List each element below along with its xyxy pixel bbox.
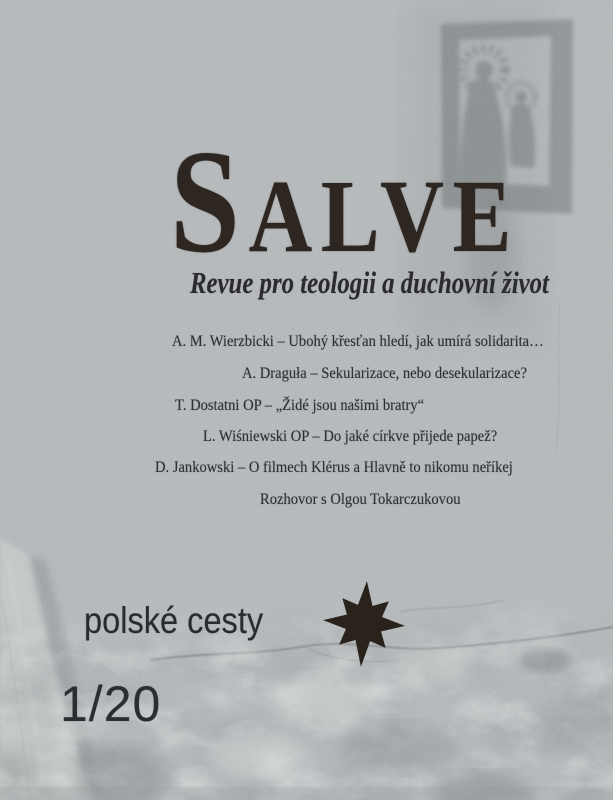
article-line: D. Jankowski – O filmech Klérus a Hlavně to nikomu neříkej <box>155 459 513 476</box>
theme-title: polské cesty <box>84 600 264 641</box>
article-line: A. Draguła – Sekularizace, nebo desekularizace? <box>242 365 527 382</box>
article-line: L. Wiśniewski OP – Do jaké církve přijede papež? <box>203 428 498 445</box>
masthead-title <box>170 120 520 284</box>
article-line: T. Dostatni OP – „Židé jsou našimi bratry“ <box>175 397 425 414</box>
article-line: A. M. Wierzbicki – Ubohý křesťan hledí, jak umírá solidarita… <box>172 333 544 350</box>
article-line: Rozhovor s Olgou Tokarczukovou <box>260 491 461 508</box>
masthead-initial: S <box>170 120 249 284</box>
masthead-rest: ALVE <box>248 159 520 274</box>
star-icon <box>316 574 416 674</box>
issue-number: 1/20 <box>60 676 162 732</box>
subtitle: Revue pro teologii a duchovní život <box>190 265 549 300</box>
